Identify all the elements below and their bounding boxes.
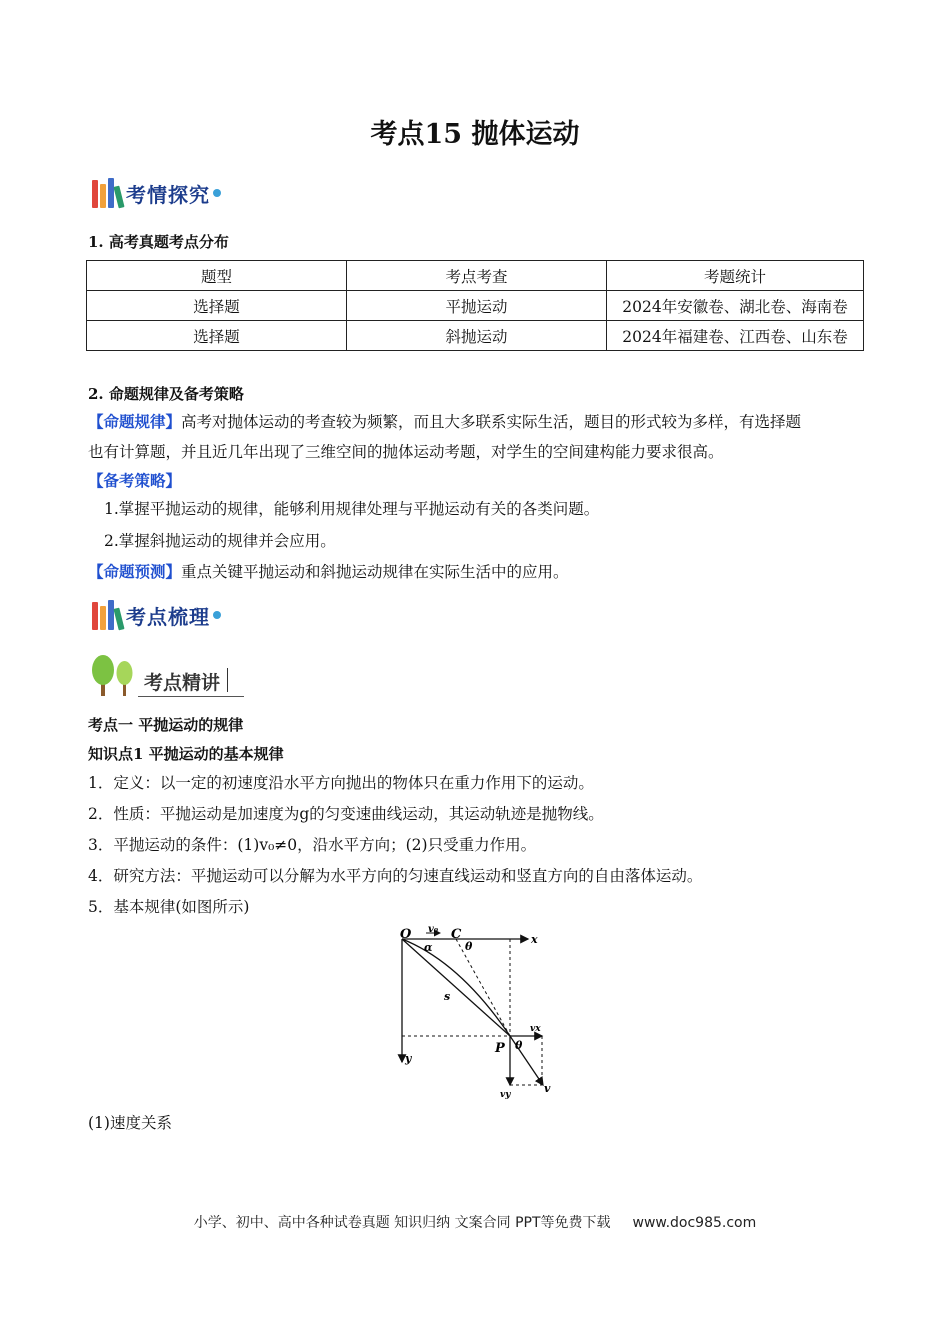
forecast-paragraph [88,557,569,587]
banner-exploration [92,178,221,208]
banner-label: 考点梳理 [126,604,210,629]
list-item: 2.掌握斜抛运动的规律并会应用。 [104,532,336,550]
label-vx: vx [530,1024,541,1034]
label-vy: vy [500,1090,511,1100]
strategy-list [104,494,599,556]
table-cell: 2024年福建卷、江西卷、山东卷 [607,321,864,351]
list-item: 2．性质：平抛运动是加速度为g的匀变速曲线运动，其运动轨迹是抛物线。 [88,805,604,823]
list-item: 5．基本规律(如图所示) [88,898,250,916]
list-item: 1.掌握平抛运动的规律，能够利用规律处理与平抛运动有关的各类问题。 [104,500,600,518]
forecast-text: 重点关键平抛运动和斜抛运动规律在实际生活中的应用。 [181,563,569,581]
tree-icon [88,654,138,698]
cursor-mark [227,668,228,692]
law-paragraph [88,407,868,467]
table-header-row [87,261,864,291]
forecast-tag: 【命题预测】 [88,562,182,581]
table-cell: 选择题 [87,291,347,321]
table-cell: 平抛运动 [347,291,607,321]
page-footer [0,1212,950,1232]
table-header: 考点考查 [347,261,607,291]
page-title: 考点15 抛体运动 [370,119,580,150]
displacement-line [402,939,510,1036]
label-s: s [444,990,451,1003]
table-row [87,291,864,321]
dot-icon [213,611,221,619]
books-icon [92,600,122,630]
tangent-line [456,939,510,1036]
projectile-diagram [390,922,560,1107]
content-list [88,768,888,922]
table-cell: 2024年安徽卷、湖北卷、海南卷 [607,291,864,321]
point-heading: 考点一 平抛运动的规律 [88,716,244,734]
knowledge-heading: 知识点1 平抛运动的基本规律 [88,745,284,763]
label-C: C [451,927,462,942]
banner-lecture [88,654,248,700]
banner-review [92,600,221,630]
table-header: 题型 [87,261,347,291]
list-item: 1．定义：以一定的初速度沿水平方向抛出的物体只在重力作用下的运动。 [88,774,594,792]
label-theta-top: θ [465,940,473,953]
strategy-label: 【备考策略】 [88,471,182,490]
velocity-heading: (1)速度关系 [88,1114,172,1132]
label-y: y [405,1052,412,1065]
law-text: 高考对抛体运动的考查较为频繁，而且大多联系实际生活，题目的形式较为多样，有选择题 [181,413,802,431]
list-item: 4．研究方法：平抛运动可以分解为水平方向的匀速直线运动和竖直方向的自由落体运动。 [88,867,703,885]
banner-label: 考点精讲 [144,672,221,694]
label-v: v [544,1082,551,1095]
law-text: 也有计算题，并且近几年出现了三维空间的抛体运动考题，对学生的空间建构能力要求很高。 [88,443,724,461]
table-row [87,321,864,351]
table-cell: 选择题 [87,321,347,351]
books-icon [92,178,122,208]
banner-label: 考情探究 [126,182,210,207]
label-theta-bottom: θ [515,1039,523,1052]
section2-heading: 2. 命题规律及备考策略 [88,385,244,403]
law-tag: 【命题规律】 [88,412,182,431]
distribution-table [86,260,864,351]
label-v0: v₀ [428,924,439,935]
table-cell: 斜抛运动 [347,321,607,351]
footer-text: 小学、初中、高中各种试卷真题 知识归纳 文案合同 PPT等免费下载 [193,1215,611,1231]
list-item: 3．平抛运动的条件：(1)v₀≠0，沿水平方向；(2)只受重力作用。 [88,836,537,854]
section1-heading: 1. 高考真题考点分布 [88,233,229,251]
label-P: P [495,1041,505,1056]
strategy-tag [88,466,181,496]
label-x: x [531,933,538,946]
label-alpha: α [424,941,433,954]
dot-icon [213,189,221,197]
label-O: O [400,927,412,942]
footer-url[interactable]: www.doc985.com [632,1215,757,1231]
table-header: 考题统计 [607,261,864,291]
underline [138,696,244,697]
